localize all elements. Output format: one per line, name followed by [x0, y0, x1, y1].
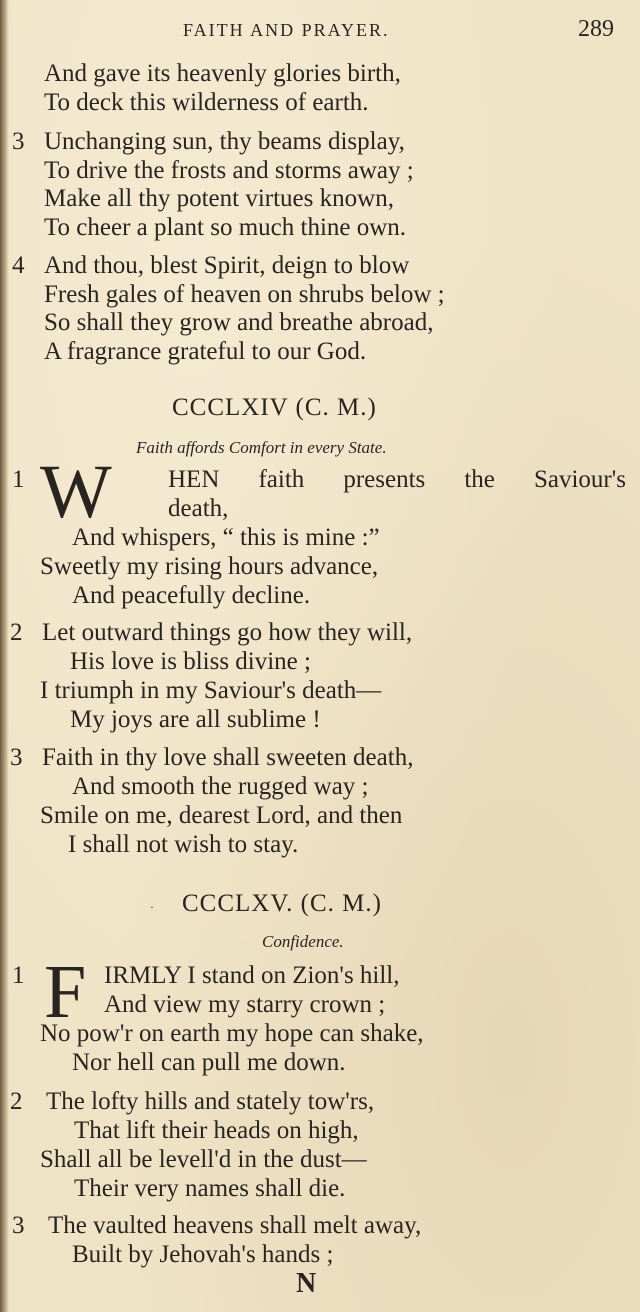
- verse-number: 3: [12, 128, 25, 155]
- drop-capital: W: [40, 450, 112, 534]
- verse-number: 1: [12, 962, 25, 989]
- verse-number: 4: [12, 252, 25, 279]
- verse-line: Faith in thy love shall sweeten death,: [42, 744, 414, 771]
- verse-line: No pow'r on earth my hope can shake,: [40, 1020, 424, 1047]
- verse-line: And whispers, “ this is mine :”: [72, 524, 380, 551]
- drop-capital: F: [44, 950, 87, 1034]
- verse-line: And view my starry crown ;: [104, 991, 386, 1018]
- verse-line: To deck this wilderness of earth.: [44, 89, 369, 116]
- verse-line: Their very names shall die.: [74, 1175, 346, 1202]
- verse-line: His love is bliss divine ;: [70, 648, 311, 675]
- running-header: FAITH AND PRAYER.: [183, 20, 390, 40]
- word: faith: [258, 466, 305, 493]
- verse-line: That lift their heads on high,: [74, 1117, 359, 1144]
- verse-number: 2: [10, 619, 23, 646]
- verse-line: And gave its heavenly glories birth,: [44, 60, 401, 87]
- verse-line: Make all thy potent virtues known,: [44, 185, 394, 212]
- verse-line: I triumph in my Saviour's death—: [40, 677, 382, 704]
- word: presents: [343, 466, 426, 493]
- verse-first-line: [168, 466, 626, 494]
- verse-line: Unchanging sun, thy beams display,: [44, 128, 405, 155]
- verse-line: To drive the frosts and storms away ;: [44, 157, 414, 184]
- verse-line: And smooth the rugged way ;: [72, 773, 369, 800]
- hymn-title: CCCLXIV (C. M.): [172, 394, 377, 421]
- verse-line: Shall all be levell'd in the dust—: [40, 1146, 367, 1173]
- verse-line: Nor hell can pull me down.: [72, 1049, 346, 1076]
- verse-line: The lofty hills and stately tow'rs,: [46, 1088, 375, 1115]
- word: Saviour's: [533, 466, 626, 493]
- verse-line: I shall not wish to stay.: [68, 831, 299, 858]
- verse-line: Sweetly my rising hours advance,: [40, 553, 379, 580]
- hymn-subtitle: Faith affords Comfort in every State.: [136, 438, 387, 457]
- verse-line: To cheer a plant so much thine own.: [44, 214, 407, 241]
- verse-line: Built by Jehovah's hands ;: [72, 1241, 334, 1268]
- verse-line: A fragrance grateful to our God.: [44, 338, 367, 365]
- verse-line: Smile on me, dearest Lord, and then: [40, 802, 403, 829]
- verse-line: My joys are all sublime !: [70, 706, 321, 733]
- verse-line: And peacefully decline.: [72, 582, 311, 609]
- verse-line: Let outward things go how they will,: [42, 619, 413, 646]
- verse-number: 1: [12, 466, 25, 493]
- verse-line: death,: [168, 495, 229, 522]
- verse-line: The vaulted heavens shall melt away,: [48, 1212, 422, 1239]
- hymn-subtitle: Confidence.: [262, 932, 344, 951]
- verse-line: So shall they grow and breathe abroad,: [44, 309, 434, 336]
- hymn-title: CCCLXV. (C. M.): [182, 890, 382, 917]
- verse-number: 3: [10, 744, 23, 771]
- signature-mark: N: [296, 1268, 317, 1299]
- word: the: [464, 466, 495, 493]
- print-mark: ·: [150, 900, 154, 914]
- book-spine-shadow: [0, 0, 9, 1312]
- verse-line: And thou, blest Spirit, deign to blow: [44, 252, 410, 279]
- verse-number: 2: [10, 1088, 23, 1115]
- verse-number: 3: [12, 1212, 25, 1239]
- page-number: 289: [578, 16, 614, 42]
- verse-line: IRMLY I stand on Zion's hill,: [104, 962, 400, 989]
- word: HEN: [168, 466, 220, 493]
- verse-line: Fresh gales of heaven on shrubs below ;: [44, 281, 445, 308]
